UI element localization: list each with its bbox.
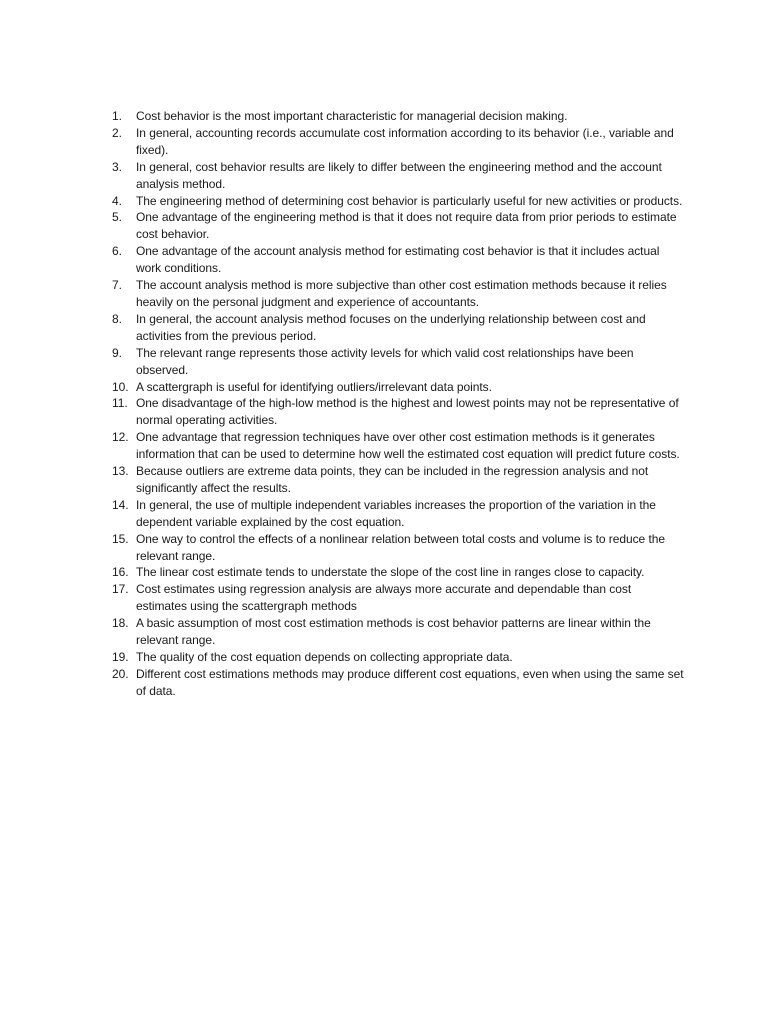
statement-number: 15. xyxy=(112,531,129,546)
statement-text: In general, cost behavior results are likely to differ between the engineering method and the account analysis method. xyxy=(136,159,662,191)
statement-item xyxy=(104,564,684,581)
statement-text: The quality of the cost equation depends on collecting appropriate data. xyxy=(136,650,513,664)
statement-text: One way to control the effects of a nonlinear relation between total costs and volume is to reduce the relevant range. xyxy=(136,531,665,563)
statement-text: One advantage of the account analysis method for estimating cost behavior is that it includes actual work conditions. xyxy=(136,244,660,276)
statement-text: One disadvantage of the high-low method is the highest and lowest points may not be representative of normal operating activities. xyxy=(136,396,679,428)
statement-text: In general, the account analysis method focuses on the underlying relationship between cost and activities from the previous period. xyxy=(136,311,646,343)
statement-item xyxy=(104,497,684,531)
statement-text: The relevant range represents those activity levels for which valid cost relationships have been observed. xyxy=(136,345,634,377)
statement-number: 20. xyxy=(112,666,129,681)
statement-list xyxy=(104,108,684,700)
statement-text: In general, the use of multiple independent variables increases the proportion of the variation in the dependent variable explained by the cost equation. xyxy=(136,497,656,529)
statement-number: 3. xyxy=(112,159,122,174)
statement-number: 14. xyxy=(112,497,129,512)
statement-number: 2. xyxy=(112,125,122,140)
statement-item xyxy=(104,395,684,429)
statement-text: In general, accounting records accumulate cost information according to its behavior (i.e., variable and fixed). xyxy=(136,125,674,157)
statement-number: 10. xyxy=(112,379,129,394)
statement-number: 7. xyxy=(112,278,122,293)
statement-text: A basic assumption of most cost estimation methods is cost behavior patterns are linear within the relevant range. xyxy=(136,616,651,648)
statement-item xyxy=(104,581,684,615)
statement-number: 13. xyxy=(112,464,129,479)
statement-number: 19. xyxy=(112,650,129,664)
statement-item xyxy=(104,159,684,193)
statement-item xyxy=(104,531,684,565)
statement-item xyxy=(104,193,684,210)
statement-item xyxy=(104,429,684,463)
statement-text: One advantage of the engineering method is that it does not require data from prior periods to estimate cost behavior. xyxy=(136,210,677,242)
statement-text: Because outliers are extreme data points, they can be included in the regression analysis and not significantly affect the results. xyxy=(136,464,649,495)
statement-text: Different cost estimations methods may produce different cost equations, even when using the same set of data. xyxy=(136,666,684,698)
statement-item xyxy=(104,615,684,649)
statement-number: 9. xyxy=(112,345,122,360)
statement-item xyxy=(104,345,684,379)
statement-number: 12. xyxy=(112,430,129,445)
statement-text: Cost estimates using regression analysis are always more accurate and dependable than cost estimates using the scattergraph methods xyxy=(136,582,632,614)
statement-item xyxy=(104,243,684,277)
statement-text: The linear cost estimate tends to understate the slope of the cost line in ranges close to capacity. xyxy=(136,565,645,580)
statement-number: 6. xyxy=(112,244,122,259)
statement-number: 5. xyxy=(112,210,122,225)
statement-number: 11. xyxy=(112,396,128,411)
statement-number: 1. xyxy=(112,109,122,123)
statement-number: 4. xyxy=(112,193,122,208)
statement-item xyxy=(104,277,684,311)
statement-number: 8. xyxy=(112,311,122,326)
statement-item xyxy=(104,209,684,243)
statement-item xyxy=(104,311,684,345)
statement-text: The engineering method of determining cost behavior is particularly useful for new activities or products. xyxy=(136,193,683,208)
statement-number: 16. xyxy=(112,565,129,580)
statement-item xyxy=(104,125,684,159)
statement-text: One advantage that regression techniques have over other cost estimation methods is it generates information that can be used to determine how well the estimated cost equation will predict future costs. xyxy=(136,430,680,462)
statement-number: 18. xyxy=(112,616,129,631)
statement-item xyxy=(104,108,684,125)
statement-text: The account analysis method is more subjective than other cost estimation methods because it relies heavily on the personal judgment and experience of accountants. xyxy=(136,278,667,309)
statement-item xyxy=(104,379,684,396)
statement-item xyxy=(104,666,684,700)
statement-text: A scattergraph is useful for identifying outliers/irrelevant data points. xyxy=(136,379,492,394)
statement-number: 17. xyxy=(112,582,129,597)
statement-text: Cost behavior is the most important characteristic for managerial decision making. xyxy=(136,109,568,123)
statement-item xyxy=(104,649,684,666)
statement-item xyxy=(104,463,684,497)
